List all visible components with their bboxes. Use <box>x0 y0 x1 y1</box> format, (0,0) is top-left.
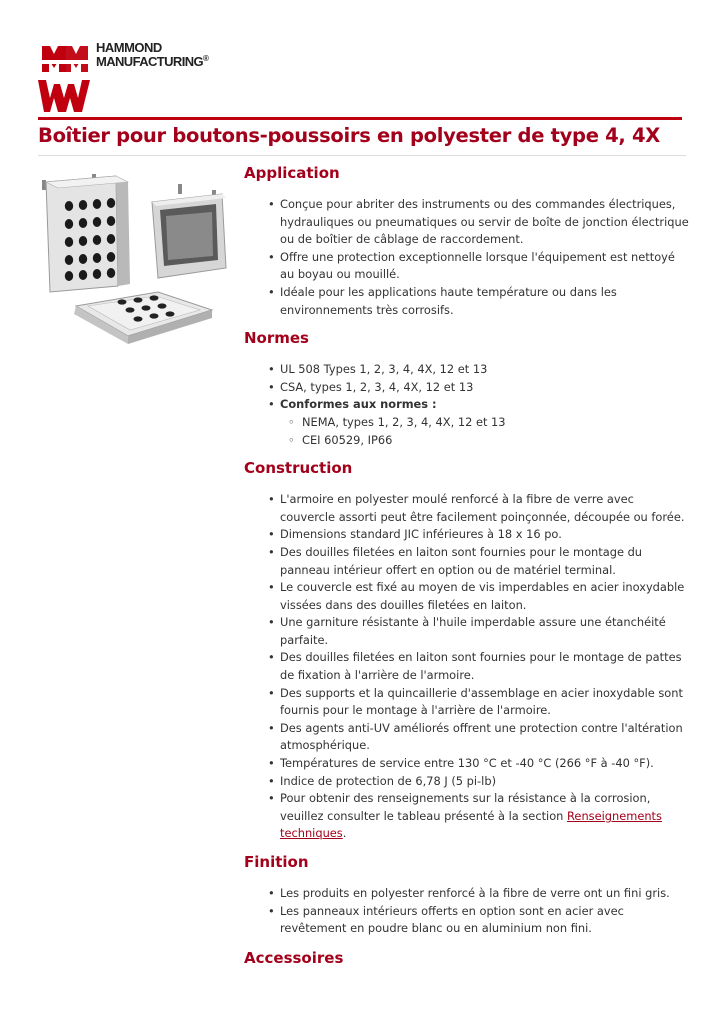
list-item: ◦ NEMA, types 1, 2, 3, 4, 4X, 12 et 13 <box>302 414 690 432</box>
list-item: • Les panneaux intérieurs offerts en option sont en acier avec revêtement en poudre blanc ou en aluminium non fini. <box>280 903 690 938</box>
normes-list <box>244 361 690 449</box>
list-item: • Idéale pour les applications haute température ou dans les environnements très corrosifs. <box>280 284 690 319</box>
content-column <box>244 164 690 967</box>
enclosure-cover-plate <box>74 292 212 344</box>
list-item: • Le couvercle est fixé au moyen de vis imperdables en acier inoxydable vissées dans des douilles filetées en laiton. <box>280 579 690 614</box>
list-item: • Des supports et la quincaillerie d'assemblage en acier inoxydable sont fournis pour le montage à l'arrière de l'armoire. <box>280 685 690 720</box>
corrosion-text-end: . <box>342 826 347 841</box>
corrosion-text: Pour obtenir des renseignements sur la résistance à la corrosion, veuillez consulter le tableau présenté à la section <box>280 791 651 823</box>
section-normes <box>244 329 690 449</box>
product-image <box>36 168 232 350</box>
page-title: Boîtier pour boutons-poussoirs en polyester de type 4, 4X <box>38 124 660 147</box>
brand-name-line1: HAMMOND <box>96 40 162 55</box>
list-item: • Conçue pour abriter des instruments ou des commandes électriques, hydrauliques ou pneumatiques ou servir de boîte de jonction électrique ou de boîtier de câblage de raccordement. <box>280 196 690 249</box>
heading-accessoires: Accessoires <box>244 948 344 967</box>
list-item: • Des douilles filetées en laiton sont fournies pour le montage de pattes de fixation à l'arrière de l'armoire. <box>280 649 690 684</box>
list-item: • L'armoire en polyester moulé renforcé à la fibre de verre avec couvercle assorti peut être facilement poinçonnée, découpée ou forée. <box>280 491 690 526</box>
list-item: • Des douilles filetées en laiton sont fournies pour le montage du panneau intérieur offert en option ou de matériel terminal. <box>280 544 690 579</box>
section-finition <box>244 853 690 938</box>
list-item: ◦ CEI 60529, IP66 <box>302 432 690 450</box>
list-item: • Les produits en polyester renforcé à la fibre de verre ont un fini gris. <box>280 885 690 903</box>
list-item: • Températures de service entre 130 °C et -40 °C (266 °F à -40 °F). <box>280 755 690 773</box>
list-item: • CSA, types 1, 2, 3, 4, 4X, 12 et 13 <box>280 379 690 397</box>
list-item: • Indice de protection de 6,78 J (5 pi-lb) <box>280 773 690 791</box>
section-construction <box>244 459 690 843</box>
conformes-label: Conformes aux normes : <box>280 397 437 412</box>
list-item: • Dimensions standard JIC inférieures à 18 x 16 po. <box>280 526 690 544</box>
header-red-rule <box>38 117 682 120</box>
application-list <box>244 196 690 319</box>
title-divider <box>38 155 686 156</box>
list-item <box>280 790 690 843</box>
list-item: • Une garniture résistante à l'huile imperdable assure une étanchéité parfaite. <box>280 614 690 649</box>
heading-application: Application <box>244 164 340 182</box>
enclosure-open-box <box>152 184 226 278</box>
list-item <box>280 396 690 449</box>
normes-sub-list <box>280 414 690 449</box>
registered-mark: ® <box>203 54 209 63</box>
section-application <box>244 164 690 319</box>
list-item: • UL 508 Types 1, 2, 3, 4, 4X, 12 et 13 <box>280 361 690 379</box>
enclosure-photo-icon <box>36 168 232 350</box>
finition-list <box>244 885 690 938</box>
hammond-logo-mark-icon <box>36 40 92 116</box>
construction-list <box>244 491 690 843</box>
heading-normes: Normes <box>244 329 309 348</box>
list-item: • Offre une protection exceptionnelle lorsque l'équipement est nettoyé au boyau ou mouillé. <box>280 249 690 284</box>
technical-info-link[interactable]: Renseignements techniques <box>280 808 662 841</box>
list-item: • Des agents anti-UV améliorés offrent une protection contre l'altération atmosphérique. <box>280 720 690 755</box>
section-accessoires <box>244 949 690 967</box>
enclosure-front <box>42 174 130 292</box>
brand-name-line2 <box>96 54 208 69</box>
heading-finition: Finition <box>244 853 309 871</box>
heading-construction: Construction <box>244 459 353 478</box>
brand-logo[interactable] <box>36 40 226 116</box>
brand-name-text: MANUFACTURING <box>96 54 204 69</box>
